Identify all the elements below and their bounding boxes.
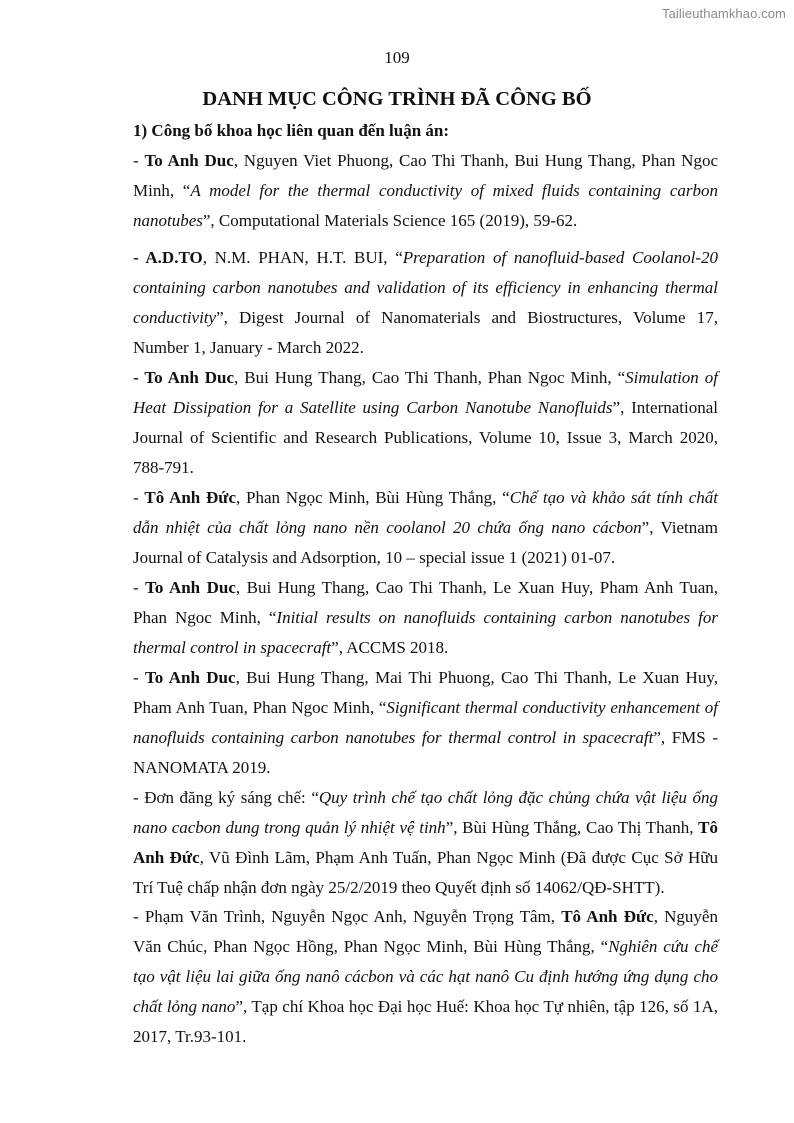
author-name: Tô Anh Đức <box>133 818 718 867</box>
publication-title: Simulation of Heat Dissipation for a Satellite using Carbon Nanotube Nanofluids <box>133 368 718 417</box>
entry-authors: , Nguyen Viet Phuong, Cao Thi Thanh, Bui Hung Thang, Phan Ngoc Minh, “ <box>133 151 718 200</box>
patent-entry <box>133 783 718 903</box>
entry-prefix: - <box>133 488 145 507</box>
patent-authors: ”, Bùi Hùng Thắng, Cao Thị Thanh, <box>445 818 699 837</box>
entry-prefix: - <box>133 578 146 597</box>
author-name: To Anh Duc <box>145 578 236 597</box>
page-number: 109 <box>384 48 410 67</box>
publication-entry <box>133 663 718 783</box>
patent-label: - Đơn đăng ký sáng chế: “ <box>133 788 319 807</box>
publication-title: Chế tạo và khảo sát tính chất dẫn nhiệt của chất lỏng nano nền coolanol 20 chứa ống nano cácbon <box>133 488 718 537</box>
publication-entry <box>133 902 718 1052</box>
entry-authors: , Bui Hung Thang, Mai Thi Phuong, Cao Thi Thanh, Le Xuan Huy, Pham Anh Tuan, Phan Ngoc Minh, “ <box>133 668 718 717</box>
publication-entry <box>133 243 718 363</box>
publication-source: ”, Tạp chí Khoa học Đại học Huế: Khoa học Tự nhiên, tập 126, số 1A, 2017, Tr.93-101. <box>133 997 718 1046</box>
entry-authors: , Bui Hung Thang, Cao Thi Thanh, Le Xuan Huy, Pham Anh Tuan, Phan Ngoc Minh, “ <box>133 578 719 627</box>
publication-source: ”, International Journal of Scientific and Research Publications, Volume 10, Issue 3, March 2020, 788-791. <box>133 398 718 477</box>
entry-prefix: - <box>133 668 146 687</box>
publication-title: Preparation of nanofluid-based Coolanol-20 containing carbon nanotubes and validation of its efficiency in enhancing thermal conductivity <box>133 248 718 327</box>
publication-source: ”, ACCMS 2018. <box>331 638 449 657</box>
patent-title: Quy trình chế tạo chất lỏng đặc chủng chứa vật liệu ống nano cacbon dung trong quản lý nhiệt vệ tinh <box>133 788 719 837</box>
publication-source: ”, Digest Journal of Nanomaterials and Biostructures, Volume 17, Number 1, January - March 2022. <box>133 308 718 357</box>
publication-entry <box>133 146 718 236</box>
publication-title: Initial results on nanofluids containing carbon nanotubes for thermal control in spacecraft <box>133 608 718 657</box>
author-name: Tô Anh Đức <box>144 488 237 507</box>
publication-entry <box>133 573 718 663</box>
entry-authors: , Phan Ngọc Minh, Bùi Hùng Thắng, “ <box>236 488 510 507</box>
publication-title: Nghiên cứu chế tạo vật liệu lai giữa ống nanô cácbon và các hạt nanô Cu định hướng ứng dụng cho chất lỏng nano <box>133 937 719 1016</box>
publication-source: ”, Computational Materials Science 165 (2019), 59-62. <box>202 211 578 230</box>
publication-title: A model for the thermal conductivity of mixed fluids containing carbon nanotubes <box>133 181 718 230</box>
entry-authors: - Phạm Văn Trình, Nguyễn Ngọc Anh, Nguyễn Trọng Tâm, <box>133 907 562 926</box>
publication-source: ”, FMS - NANOMATA 2019. <box>133 728 718 777</box>
publication-entry <box>133 363 718 483</box>
publication-entry <box>133 483 718 573</box>
author-name: Tô Anh Đức <box>561 907 654 926</box>
author-name: To Anh Duc <box>144 151 234 170</box>
author-name: To Anh Duc <box>145 668 236 687</box>
publication-source: ”, Vietnam Journal of Catalysis and Adsorption, 10 – special issue 1 (2021) 01-07. <box>133 518 718 567</box>
publication-title: Significant thermal conductivity enhancement of nanofluids containing carbon nanotubes for thermal control in spacecraft <box>133 698 718 747</box>
page-title: DANH MỤC CÔNG TRÌNH ĐÃ CÔNG BỐ <box>202 88 592 110</box>
entry-prefix: - <box>133 151 145 170</box>
author-name: - To Anh Duc <box>133 368 235 387</box>
entry-authors: , N.M. PHAN, H.T. BUI, “ <box>202 248 403 267</box>
author-name: - A.D.TO <box>133 248 203 267</box>
watermark: Tailieuthamkhao.com <box>661 6 786 21</box>
entry-authors: , Bui Hung Thang, Cao Thi Thanh, Phan Ngoc Minh, “ <box>234 368 626 387</box>
patent-details: , Vũ Đình Lãm, Phạm Anh Tuấn, Phan Ngọc Minh (Đã được Cục Sở Hữu Trí Tuệ chấp nhận đơn ngày 25/2/2019 theo Quyết định số 14062/QĐ-SHTT). <box>133 848 718 897</box>
entry-authors: , Nguyễn Văn Chúc, Phan Ngọc Hồng, Phan Ngọc Minh, Bùi Hùng Thắng, “ <box>133 907 718 956</box>
section-heading: 1) Công bố khoa học liên quan đến luận án: <box>133 121 450 140</box>
